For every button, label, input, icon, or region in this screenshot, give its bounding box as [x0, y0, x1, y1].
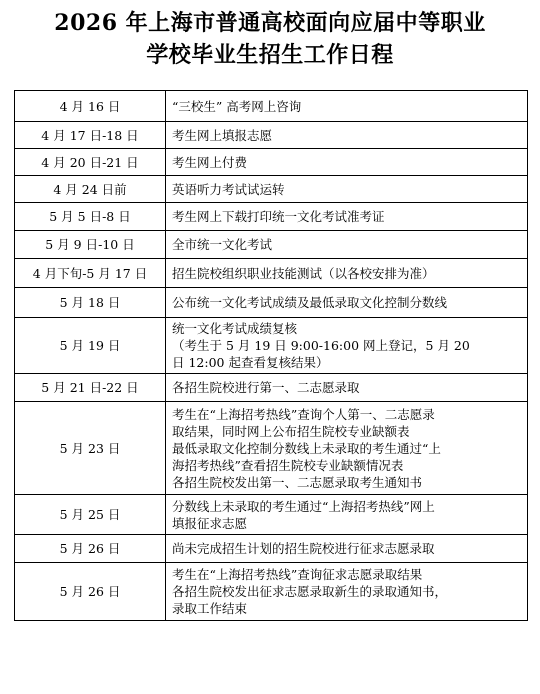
- date-cell: 5 月 21 日-22 日: [15, 374, 166, 402]
- table-row: [15, 563, 528, 621]
- description-line: 取结果，同时网上公布招生院校专业缺额表: [172, 423, 410, 439]
- description-cell: [166, 374, 528, 402]
- date-cell: 5 月 19 日: [15, 318, 166, 374]
- table-row: [15, 288, 528, 318]
- description-line: 英语听力考试试运转: [172, 181, 285, 197]
- description-cell: [166, 149, 528, 176]
- schedule-table-body: [15, 91, 528, 621]
- description-line: 日 12:00 起查看复核结果）: [172, 355, 329, 370]
- description-cell: [166, 91, 528, 122]
- description-line: 分数线上未录取的考生通过“上海招考热线”网上: [172, 498, 435, 514]
- page-title-line-2: 学校毕业生招生工作日程: [146, 42, 394, 68]
- description-line: 招生院校组织职业技能测试（以各校安排为准）: [172, 265, 435, 281]
- date-cell: 5 月 18 日: [15, 288, 166, 318]
- date-cell: 5 月 5 日-8 日: [15, 203, 166, 231]
- date-cell: 4 月 16 日: [15, 91, 166, 122]
- description-line: 考生网上下载打印统一文化考试准考证: [172, 209, 385, 224]
- description-cell: [166, 563, 528, 621]
- description-cell: [166, 402, 528, 495]
- table-row: [15, 495, 528, 535]
- description-cell: [166, 318, 528, 374]
- description-line: 尚未完成招生计划的招生院校进行征求志愿录取: [172, 541, 435, 556]
- description-line: 考生网上填报志愿: [172, 127, 273, 143]
- schedule-table: [14, 90, 528, 621]
- date-cell: 5 月 9 日-10 日: [15, 231, 166, 259]
- table-row: [15, 231, 528, 259]
- description-line: 各招生院校发出征求志愿录取新生的录取通知书，: [172, 584, 448, 599]
- description-line: “三校生” 高考网上咨询: [172, 98, 302, 114]
- description-line: 各招生院校发出第一、二志愿录取考生通知书: [172, 474, 423, 490]
- table-row: [15, 374, 528, 402]
- table-row: [15, 259, 528, 288]
- table-row: [15, 203, 528, 231]
- description-cell: [166, 176, 528, 203]
- description-line: 填报征求志愿: [172, 515, 248, 531]
- table-row: [15, 318, 528, 374]
- table-row: [15, 91, 528, 122]
- description-line: 考生网上付费: [172, 154, 248, 170]
- description-cell: [166, 203, 528, 231]
- date-cell: 4 月 20 日-21 日: [15, 149, 166, 176]
- description-cell: [166, 231, 528, 259]
- description-line: 统一文化考试成绩复核: [172, 321, 298, 336]
- description-cell: [166, 288, 528, 318]
- description-line: 考生在“上海招考热线”查询征求志愿录取结果: [172, 567, 423, 582]
- date-cell: 4 月 17 日-18 日: [15, 122, 166, 149]
- description-cell: [166, 535, 528, 563]
- description-line: 考生在“上海招考热线”查询个人第一、二志愿录: [172, 406, 435, 422]
- page-title-line-1: 2026 年上海市普通高校面向应届中等职业: [54, 10, 486, 36]
- description-line: （考生于 5 月 19 日 9:00-16:00 网上登记，5 月 20: [172, 338, 470, 353]
- date-cell: 4 月下旬-5 月 17 日: [15, 259, 166, 288]
- table-row: [15, 122, 528, 149]
- description-line: 录取工作结束: [172, 601, 248, 616]
- date-cell: 5 月 25 日: [15, 495, 166, 535]
- date-cell: 5 月 26 日: [15, 563, 166, 621]
- table-row: [15, 535, 528, 563]
- table-row: [15, 176, 528, 203]
- description-cell: [166, 259, 528, 288]
- description-line: 全市统一文化考试: [172, 237, 273, 252]
- date-cell: 5 月 23 日: [15, 402, 166, 495]
- description-line: 最低录取文化控制分数线上未录取的考生通过“上: [172, 440, 441, 456]
- description-line: 公布统一文化考试成绩及最低录取文化控制分数线: [172, 295, 448, 310]
- description-cell: [166, 122, 528, 149]
- table-row: [15, 402, 528, 495]
- description-line: 各招生院校进行第一、二志愿录取: [172, 380, 360, 395]
- date-cell: 5 月 26 日: [15, 535, 166, 563]
- description-cell: [166, 495, 528, 535]
- date-cell: 4 月 24 日前: [15, 176, 166, 203]
- description-line: 海招考热线”查看招生院校专业缺额情况表: [172, 457, 404, 473]
- table-row: [15, 149, 528, 176]
